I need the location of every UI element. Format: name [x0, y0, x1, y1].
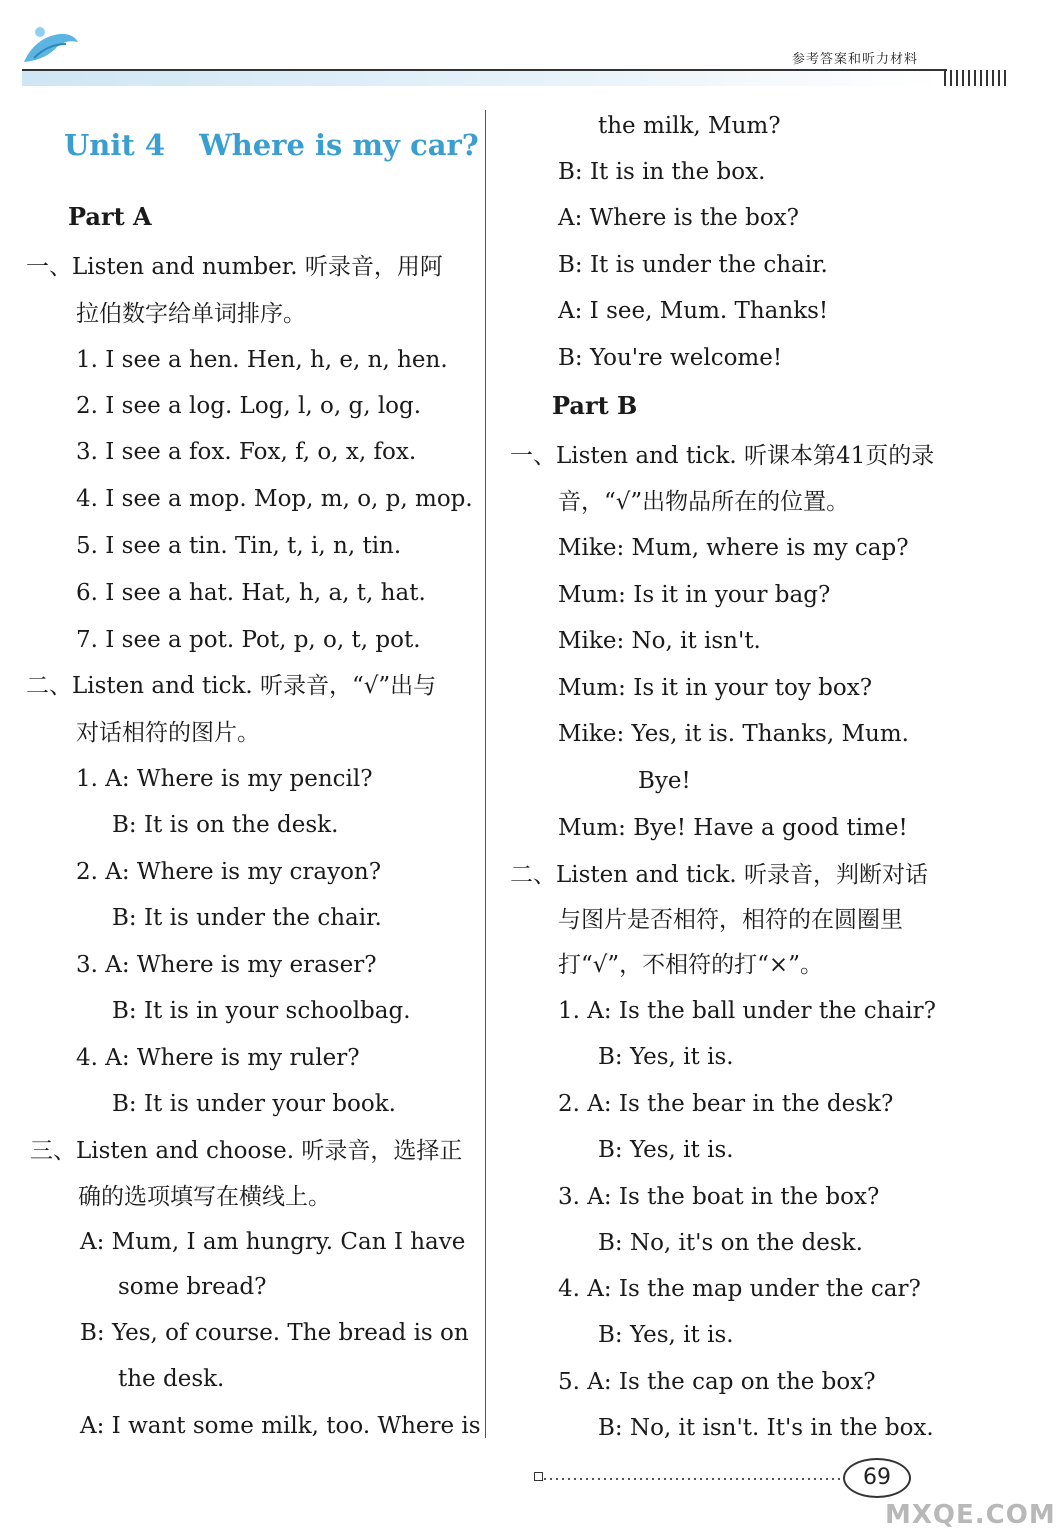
text-line: A: I see, Mum. Thanks! [558, 298, 829, 324]
text-line: B: You're welcome! [558, 345, 783, 371]
text-line: 3. A: Where is my eraser? [76, 952, 377, 978]
text-line: 4. A: Where is my ruler? [76, 1045, 360, 1071]
text-line: 3. I see a fox. Fox, f, o, x, fox. [76, 439, 417, 465]
text-line: B: Yes, it is. [598, 1044, 734, 1070]
part-a-heading: Part A [68, 202, 152, 231]
text-line: Mum: Bye! Have a good time! [558, 815, 908, 841]
text-line: Mum: Is it in your toy box? [558, 675, 873, 701]
text-line: 5. A: Is the cap on the box? [558, 1369, 876, 1395]
book-logo-icon [20, 18, 80, 68]
unit-number: Unit 4 [64, 128, 166, 162]
section-heading-cont: 与图片是否相符，相符的在圆圈里 [558, 907, 903, 933]
text-line: 2. I see a log. Log, l, o, g, log. [76, 393, 422, 419]
section-heading: 二、Listen and tick. 听录音，判断对话 [510, 862, 929, 888]
text-line: Mum: Is it in your bag? [558, 582, 831, 608]
section-heading-cont: 拉伯数字给单词排序。 [76, 301, 306, 327]
text-line: 1. A: Where is my pencil? [76, 766, 373, 792]
section-heading-cont: 打“√”，不相符的打“×”。 [558, 952, 823, 978]
text-line: A: Mum, I am hungry. Can I have [80, 1229, 466, 1255]
text-line: 2. A: Where is my crayon? [76, 859, 382, 885]
footer-dots [544, 1478, 844, 1480]
header-title: 参考答案和听力材料 [791, 52, 918, 67]
section-heading: 一、Listen and number. 听录音，用阿 [26, 254, 443, 280]
text-line: B: It is under the chair. [112, 905, 382, 931]
text-line: the desk. [118, 1366, 225, 1392]
header-rule [22, 69, 947, 71]
section-heading: 二、Listen and tick. 听录音，“√”出与 [26, 673, 437, 699]
section-heading-cont: 音，“√”出物品所在的位置。 [558, 489, 850, 515]
text-line: B: Yes, it is. [598, 1322, 734, 1348]
text-line: 4. A: Is the map under the car? [558, 1276, 921, 1302]
text-line: the milk, Mum? [598, 113, 781, 139]
header-band [22, 70, 942, 86]
text-line: Bye! [638, 768, 691, 794]
text-line: 3. A: Is the boat in the box? [558, 1184, 880, 1210]
unit-name: Where is my car? [199, 128, 479, 162]
header-bars [944, 70, 1008, 86]
text-line: B: It is under your book. [112, 1091, 396, 1117]
text-line: Mike: No, it isn't. [558, 628, 761, 654]
text-line: 5. I see a tin. Tin, t, i, n, tin. [76, 533, 402, 559]
page-number: 69 [843, 1458, 911, 1498]
section-heading: 一、Listen and tick. 听课本第41页的录 [510, 443, 935, 469]
text-line: B: No, it's on the desk. [598, 1230, 863, 1256]
section-heading-cont: 对话相符的图片。 [76, 720, 260, 746]
text-line: some bread? [118, 1274, 267, 1300]
column-divider [485, 110, 486, 1438]
text-line: 7. I see a pot. Pot, p, o, t, pot. [76, 627, 421, 653]
text-line: B: It is on the desk. [112, 812, 339, 838]
text-line: 2. A: Is the bear in the desk? [558, 1091, 894, 1117]
text-line: 4. I see a mop. Mop, m, o, p, mop. [76, 486, 473, 512]
footer-box [534, 1472, 543, 1481]
text-line: Mike: Mum, where is my cap? [558, 535, 909, 561]
unit-title [64, 128, 479, 162]
text-line: B: Yes, it is. [598, 1137, 734, 1163]
text-line: 1. A: Is the ball under the chair? [558, 998, 936, 1024]
text-line: B: It is in the box. [558, 159, 766, 185]
section-heading: 三、Listen and choose. 听录音，选择正 [30, 1138, 463, 1164]
text-line: B: No, it isn't. It's in the box. [598, 1415, 934, 1441]
text-line: B: It is under the chair. [558, 252, 828, 278]
text-line: Mike: Yes, it is. Thanks, Mum. [558, 721, 909, 747]
text-line: 6. I see a hat. Hat, h, a, t, hat. [76, 580, 426, 606]
text-line: 1. I see a hen. Hen, h, e, n, hen. [76, 347, 448, 373]
section-heading-cont: 确的选项填写在横线上。 [78, 1184, 331, 1210]
text-line: B: Yes, of course. The bread is on [80, 1320, 469, 1346]
text-line: A: I want some milk, too. Where is [80, 1413, 481, 1439]
text-line: A: Where is the box? [558, 205, 799, 231]
watermark: MXQE.COM [885, 1500, 1056, 1530]
text-line: B: It is in your schoolbag. [112, 998, 411, 1024]
part-b-heading: Part B [552, 391, 638, 420]
